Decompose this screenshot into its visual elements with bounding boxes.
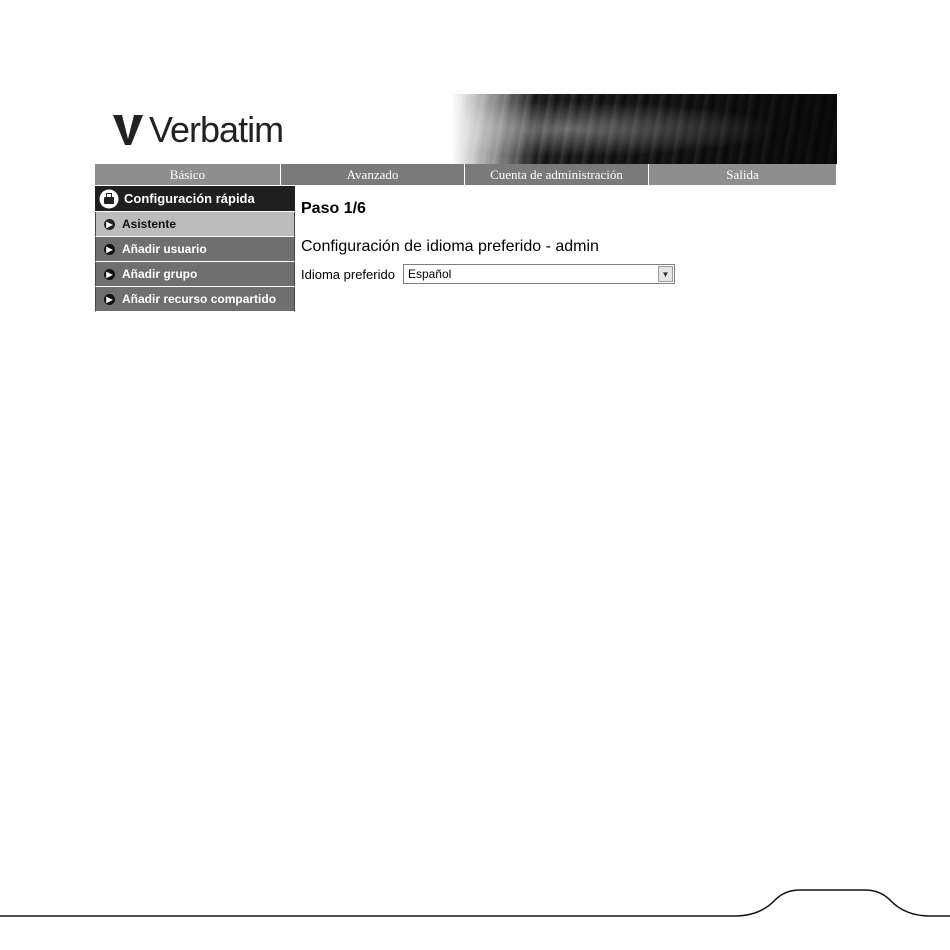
header-banner-image [452,94,837,164]
section-title: Configuración de idioma preferido - admin [301,238,599,255]
sidebar-item-label: Asistente [122,217,177,231]
chevron-right-icon: ▶ [104,244,115,255]
chevron-right-icon: ▶ [104,294,115,305]
sidebar-item-anadir-usuario[interactable] [95,237,295,262]
sidebar-item-asistente[interactable] [95,212,295,237]
sidebar-header [95,186,295,212]
top-navigation [95,164,837,185]
chevron-down-icon[interactable]: ▼ [658,266,673,282]
brand-name: Verbatim [149,109,284,150]
language-select-value: Español [407,267,452,281]
page-header [95,94,837,164]
step-title: Paso 1/6 [301,200,366,217]
sidebar-item-label: Añadir recurso compartido [122,292,277,306]
sidebar [95,186,295,312]
verbatim-v-icon [113,113,143,147]
tab-avanzado[interactable]: Avanzado [281,164,465,185]
quick-setup-icon [99,189,119,209]
tab-cuenta-administracion[interactable]: Cuenta de administración [465,164,649,185]
language-field-row [301,264,841,284]
sidebar-item-label: Añadir usuario [122,242,207,256]
main-content [301,196,841,284]
sidebar-header-label: Configuración rápida [124,191,255,206]
chevron-right-icon: ▶ [104,219,115,230]
tab-salida[interactable]: Salida [649,164,837,185]
language-label: Idioma preferido [301,266,395,282]
verbatim-logo [113,110,283,150]
tab-basico[interactable]: Básico [95,164,281,185]
language-select[interactable] [403,264,675,284]
chevron-right-icon: ▶ [104,269,115,280]
sidebar-item-anadir-recurso[interactable] [95,287,295,312]
sidebar-item-anadir-grupo[interactable] [95,262,295,287]
sidebar-item-label: Añadir grupo [122,267,198,281]
